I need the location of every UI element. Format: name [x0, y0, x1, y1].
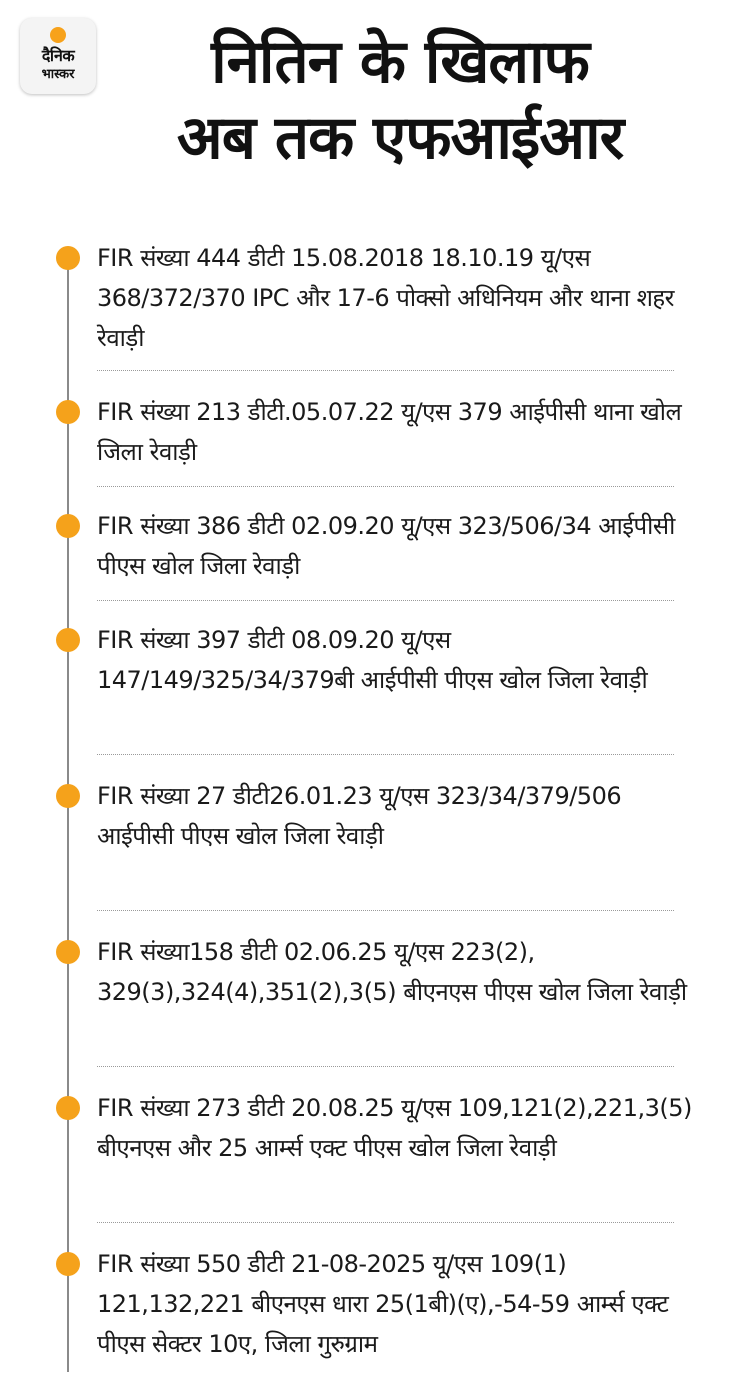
timeline-dot-icon — [56, 246, 80, 270]
timeline-dot-icon — [56, 784, 80, 808]
logo-text-line2: भास्कर — [41, 67, 75, 82]
page-title — [100, 24, 700, 176]
fir-entry-text: FIR संख्या 397 डीटी 08.09.20 यू/एस 147/149/325/34/379बी आईपीसी पीएस खोल जिला रेवाड़ी — [97, 626, 648, 694]
fir-entry-text: FIR संख्या 444 डीटी 15.08.2018 18.10.19 यू/एस 368/372/370 IPC और 17-6 पोक्सो अधिनियम और थाना शहर रेवाड़ी — [97, 244, 674, 352]
fir-entry-text: FIR संख्या158 डीटी 02.06.25 यू/एस 223(2), 329(3),324(4),351(2),3(5) बीएनएस पीएस खोल जिला रेवाड़ी — [97, 938, 687, 1006]
divider — [97, 600, 674, 601]
fir-entry-text: FIR संख्या 27 डीटी26.01.23 यू/एस 323/34/379/506 आईपीसी पीएस खोल जिला रेवाड़ी — [97, 782, 622, 850]
fir-entry-text: FIR संख्या 273 डीटी 20.08.25 यू/एस 109,121(2),221,3(5) बीएनएस और 25 आर्म्स एक्ट पीएस खोल जिला रेवाड़ी — [97, 1094, 692, 1162]
logo-text-line1: दैनिक — [41, 46, 75, 65]
divider — [97, 754, 674, 755]
fir-entry-text: FIR संख्या 386 डीटी 02.09.20 यू/एस 323/506/34 आईपीसी पीएस खोल जिला रेवाड़ी — [97, 512, 675, 580]
dainik-bhaskar-logo — [20, 18, 96, 94]
fir-entry-text: FIR संख्या 550 डीटी 21-08-2025 यू/एस 109(1) 121,132,221 बीएनएस धारा 25(1बी)(ए),-54-59 आर्म्स एक्ट पीएस सेक्टर 10ए, जिला गुरुग्राम — [97, 1250, 669, 1358]
fir-entry-text: FIR संख्या 213 डीटी.05.07.22 यू/एस 379 आईपीसी थाना खोल जिला रेवाड़ी — [97, 398, 682, 466]
divider — [97, 910, 674, 911]
timeline-dot-icon — [56, 400, 80, 424]
title-line-2: अब तक एफआईआर — [176, 103, 624, 173]
divider — [97, 370, 674, 371]
divider — [97, 1066, 674, 1067]
divider — [97, 486, 674, 487]
divider — [97, 1222, 674, 1223]
timeline-dot-icon — [56, 1252, 80, 1276]
timeline-dot-icon — [56, 514, 80, 538]
sun-icon — [50, 27, 66, 43]
timeline-dot-icon — [56, 940, 80, 964]
timeline-dot-icon — [56, 628, 80, 652]
timeline-dot-icon — [56, 1096, 80, 1120]
title-line-1: नितिन के खिलाफ — [211, 27, 589, 97]
